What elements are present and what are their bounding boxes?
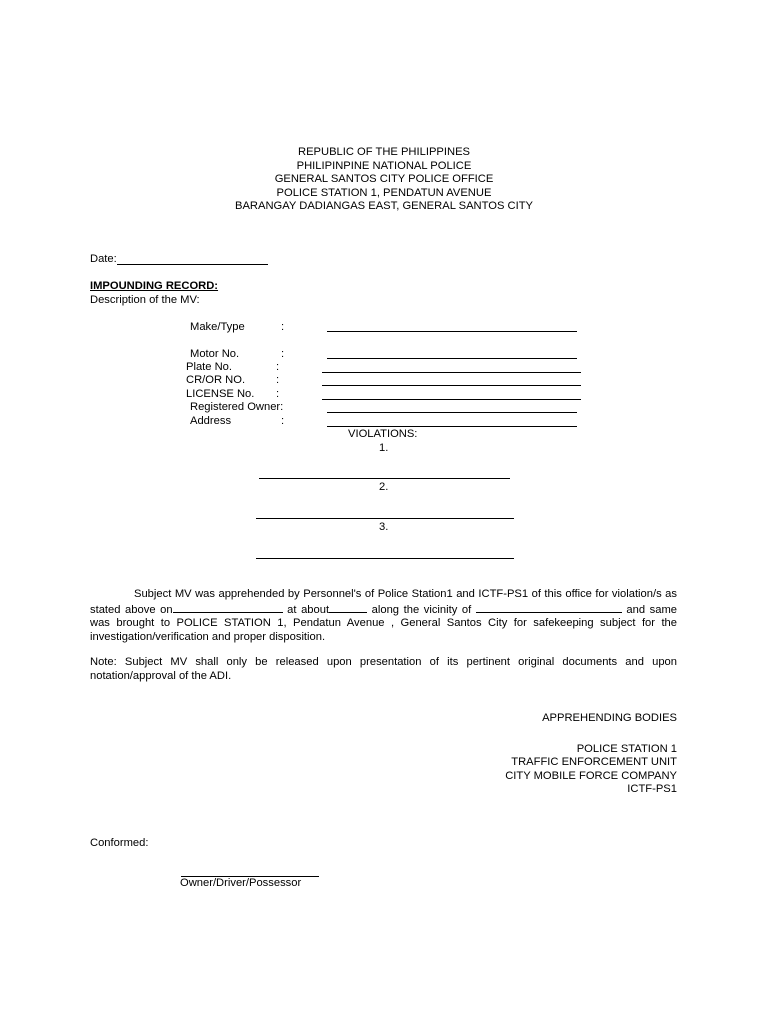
cr-or-no-blank-line: [322, 385, 581, 386]
field-label-plate-no: Plate No.: [186, 361, 233, 373]
field-colon: :: [276, 361, 280, 373]
apprehension-vicinity-blank: [476, 602, 622, 613]
field-colon: :: [281, 321, 285, 333]
apprehension-paragraph: [90, 588, 677, 644]
apprehension-time-blank: [329, 602, 367, 613]
violation-3-blank-line: [256, 558, 514, 559]
description-label: Description of the MV:: [90, 294, 200, 306]
violation-number-2: 2.: [379, 481, 389, 493]
field-label-cr-or-no: CR/OR NO.: [186, 374, 246, 386]
header-line-pnp: PHILIPINPINE NATIONAL POLICE: [296, 159, 472, 172]
header-line-station: POLICE STATION 1, PENDATUN AVENUE: [276, 186, 492, 199]
field-colon: :: [281, 348, 285, 360]
plate-no-blank-line: [322, 372, 581, 373]
paragraph-text-part-2: at about: [282, 603, 330, 616]
header-line-city-office: GENERAL SANTOS CITY POLICE OFFICE: [274, 173, 494, 185]
apprehending-bodies-title: APPREHENDING BODIES: [542, 712, 677, 724]
field-colon: :: [276, 374, 280, 386]
signature-label: Owner/Driver/Possessor: [180, 877, 302, 889]
unit-ictf-ps1: ICTF-PS1: [627, 783, 677, 795]
field-label-motor-no: Motor No.: [190, 348, 240, 360]
unit-police-station: POLICE STATION 1: [576, 743, 677, 755]
field-label-address: Address: [190, 415, 232, 427]
release-note: Note: Subject MV shall only be released upon presentation of its pertinent original documents and upon notation/approval of the ADI.: [90, 656, 677, 682]
paragraph-text-part-1: Subject MV was apprehended by Personnel's of Police Station1 and ICTF-PS1 of this office for violation/s as stated above on: [90, 588, 677, 616]
field-label-registered-owner: Registered Owner:: [190, 401, 284, 413]
violation-1-blank-line: [259, 478, 510, 479]
header-line-barangay: BARANGAY DADIANGAS EAST, GENERAL SANTOS CITY: [235, 200, 533, 212]
field-label-make-type: Make/Type: [190, 321, 245, 333]
header-line-republic: REPUBLIC OF THE PHILIPPINES: [297, 146, 470, 158]
violation-2-blank-line: [256, 518, 514, 519]
apprehension-date-blank: [173, 602, 283, 613]
conformed-label: Conformed:: [90, 837, 149, 849]
address-blank-line: [327, 426, 577, 427]
make-type-blank-line: [327, 331, 577, 332]
violation-number-1: 1.: [379, 442, 389, 454]
date-label: Date:: [90, 253, 117, 265]
date-blank-line: [117, 264, 268, 265]
paragraph-text-part-4: and same was brought to POLICE STATION 1, Pendatun Avenue , General Santos City for safekeeping subject for the investigation/verification and proper disposition.: [90, 603, 677, 643]
field-colon: :: [281, 415, 285, 427]
violations-title: VIOLATIONS:: [348, 428, 418, 440]
unit-city-mobile-force: CITY MOBILE FORCE COMPANY: [505, 770, 677, 782]
document-header: [0, 146, 768, 214]
field-label-license-no: LICENSE No.: [186, 388, 255, 400]
license-no-blank-line: [322, 399, 581, 400]
section-title: IMPOUNDING RECORD:: [90, 280, 219, 292]
paragraph-text-part-3: along the vicinity of: [367, 603, 476, 616]
field-colon: :: [276, 388, 280, 400]
violation-number-3: 3.: [379, 521, 389, 533]
unit-traffic-enforcement: TRAFFIC ENFORCEMENT UNIT: [511, 756, 677, 768]
registered-owner-blank-line: [327, 412, 577, 413]
motor-no-blank-line: [327, 358, 577, 359]
